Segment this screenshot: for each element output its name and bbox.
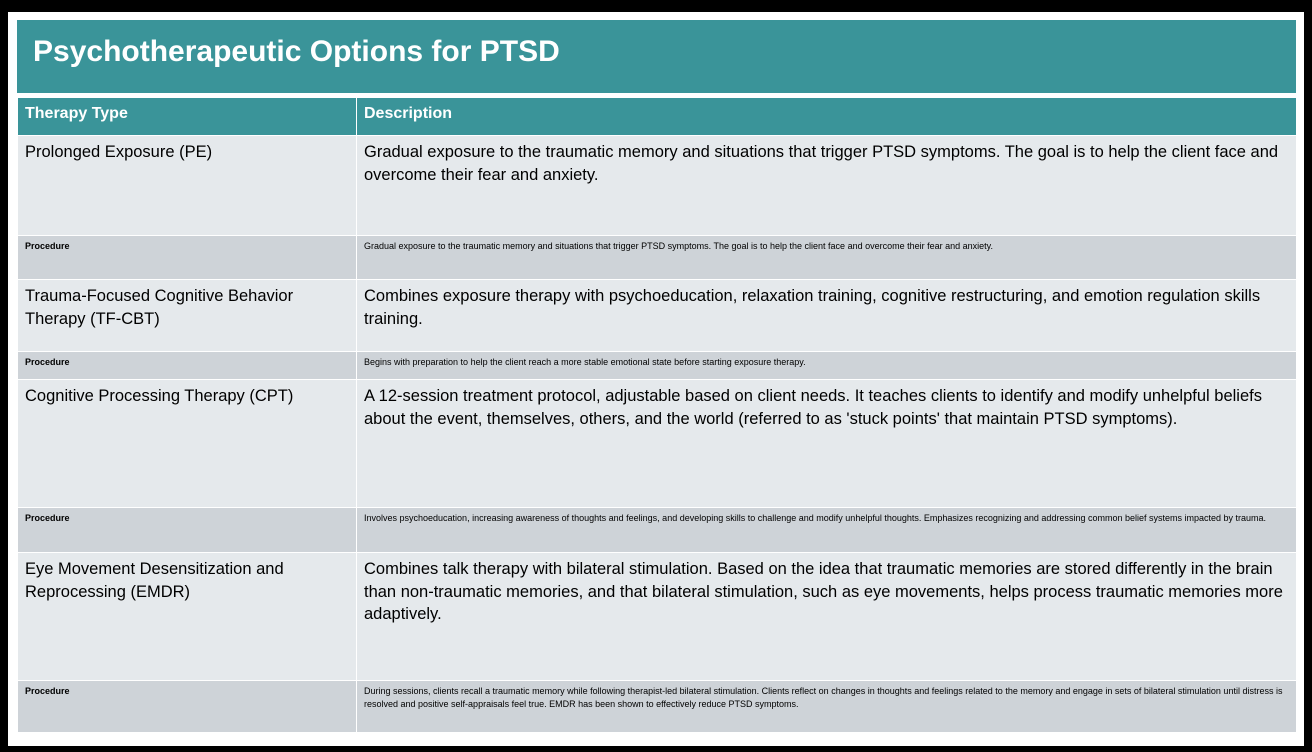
- therapy-type-cell: Cognitive Processing Therapy (CPT): [18, 380, 357, 508]
- description-cell: Combines exposure therapy with psychoeducation, relaxation training, cognitive restructuring, and emotion regulation skills training.: [357, 280, 1297, 352]
- procedure-row: [18, 352, 1297, 380]
- table-row: [18, 280, 1297, 352]
- procedure-row: [18, 508, 1297, 553]
- slide-title: Psychotherapeutic Options for PTSD: [33, 35, 560, 68]
- procedure-label: Procedure: [18, 236, 357, 280]
- procedure-label: Procedure: [18, 352, 357, 380]
- header-therapy-type: Therapy Type: [18, 98, 357, 136]
- therapy-type-cell: Eye Movement Desensitization and Reprocessing (EMDR): [18, 553, 357, 681]
- table-row: [18, 136, 1297, 236]
- table-row: [18, 553, 1297, 681]
- therapy-table: [17, 97, 1297, 733]
- procedure-label: Procedure: [18, 508, 357, 553]
- description-cell: Gradual exposure to the traumatic memory and situations that trigger PTSD symptoms. The goal is to help the client face and overcome their fear and anxiety.: [357, 136, 1297, 236]
- procedure-label: Procedure: [18, 681, 357, 733]
- therapy-type-cell: Trauma-Focused Cognitive Behavior Therapy (TF-CBT): [18, 280, 357, 352]
- procedure-row: [18, 236, 1297, 280]
- procedure-cell: Involves psychoeducation, increasing awareness of thoughts and feelings, and developing skills to challenge and modify unhelpful thoughts. Emphasizes recognizing and addressing common belief systems impacted by trauma.: [357, 508, 1297, 553]
- procedure-row: [18, 681, 1297, 733]
- therapy-type-cell: Prolonged Exposure (PE): [18, 136, 357, 236]
- title-bar: [17, 20, 1296, 93]
- table-header-row: [18, 98, 1297, 136]
- description-cell: A 12-session treatment protocol, adjustable based on client needs. It teaches clients to identify and modify unhelpful beliefs about the event, themselves, others, and the world (referred to as 'stuck points' that maintain PTSD symptoms).: [357, 380, 1297, 508]
- procedure-cell: Gradual exposure to the traumatic memory and situations that trigger PTSD symptoms. The goal is to help the client face and overcome their fear and anxiety.: [357, 236, 1297, 280]
- procedure-cell: During sessions, clients recall a traumatic memory while following therapist-led bilateral stimulation. Clients reflect on changes in thoughts and feelings related to the memory and engage in sets of bilateral stimulation until distress is resolved and positive self-appraisals feel true. EMDR has been shown to effectively reduce PTSD symptoms.: [357, 681, 1297, 733]
- header-description: Description: [357, 98, 1297, 136]
- table-row: [18, 380, 1297, 508]
- slide: [8, 12, 1304, 746]
- description-cell: Combines talk therapy with bilateral stimulation. Based on the idea that traumatic memories are stored differently in the brain than non-traumatic memories, and that bilateral stimulation, such as eye movements, helps process traumatic memories more adaptively.: [357, 553, 1297, 681]
- procedure-cell: Begins with preparation to help the client reach a more stable emotional state before starting exposure therapy.: [357, 352, 1297, 380]
